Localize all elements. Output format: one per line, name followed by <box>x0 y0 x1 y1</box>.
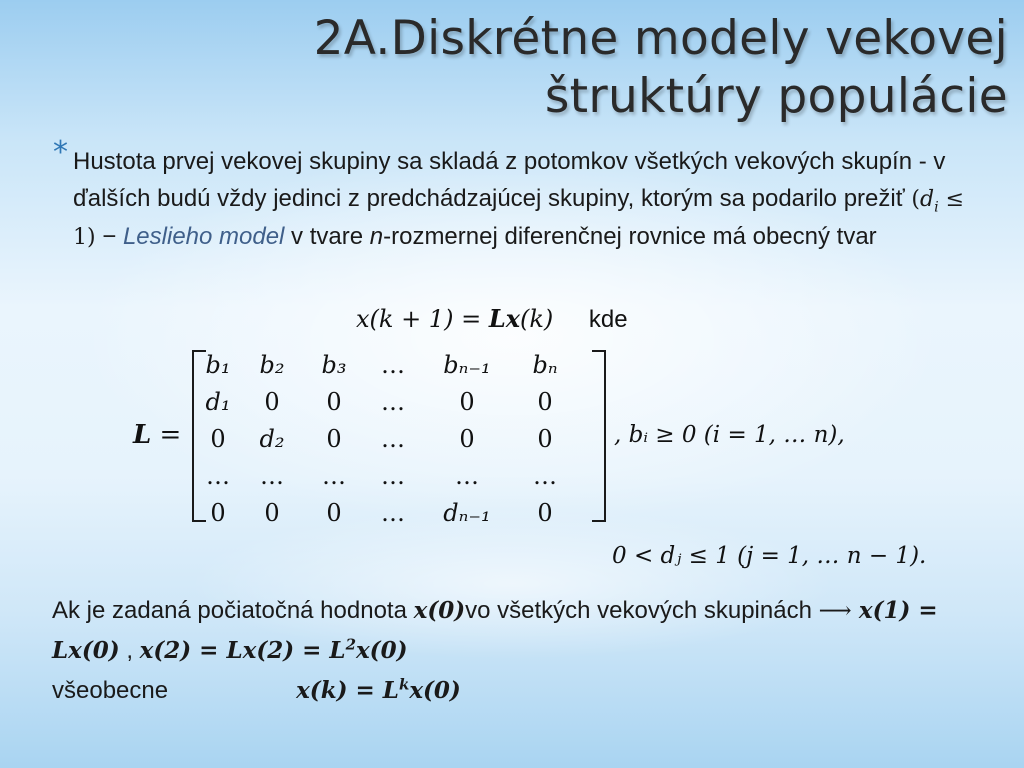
equation-x2: $x(2) = Lx(2) = L^2x(0)$ <box>139 635 408 664</box>
matrix-row <box>196 494 578 531</box>
paragraph-text-2: v tvare <box>284 223 370 250</box>
matrix-cell: b₁ <box>205 350 231 379</box>
matrix-cell: 0 <box>326 424 342 453</box>
survival-range-condition: 0 < dⱼ ≤ 1 (j = 1, … n − 1). <box>612 543 927 569</box>
initial-value: x(0) <box>413 597 466 624</box>
matrix-cell: … <box>260 461 284 490</box>
title-line-1: 2A.Diskrétne modely vekovej <box>313 11 1008 66</box>
paragraph-text-1: Hustota prvej vekovej skupiny sa skladá z potomkov všetkých vekových skupín - v ďalších budú vždy jedinci z predchádzajúcej skupiny, ktorým sa podarilo prežiť <box>73 148 946 212</box>
matrix-name: L = <box>133 420 182 450</box>
matrix-row <box>196 383 578 420</box>
bottom-text-2: vo všetkých vekových skupinách <box>465 597 819 624</box>
n-variable: n <box>369 223 384 250</box>
matrix-right-bracket <box>592 350 606 522</box>
fertility-condition: , bᵢ ≥ 0 (i = 1, … n), <box>614 422 845 448</box>
matrix-cell: … <box>381 498 405 527</box>
matrix-cell: 0 <box>326 498 342 527</box>
bullet-marker: * <box>53 135 68 170</box>
slide-title <box>188 10 1008 127</box>
matrix-row <box>196 457 578 494</box>
matrix-cell: 0 <box>459 387 475 416</box>
bottom-text-1: Ak je zadaná počiatočná hodnota <box>52 597 414 624</box>
matrix-cell: 0 <box>326 387 342 416</box>
matrix-cell: 0 <box>210 424 226 453</box>
matrix-cell: 0 <box>264 387 280 416</box>
recurrence-equation: x(k + 1) = Lx(k) kde <box>356 304 628 333</box>
matrix-cell: dₙ₋₁ <box>443 498 491 527</box>
matrix-cell: … <box>381 461 405 490</box>
matrix-cell: 0 <box>537 498 553 527</box>
matrix-cell: bₙ <box>532 350 558 379</box>
leslie-matrix <box>196 346 578 531</box>
arrow: ⟶ <box>818 598 859 624</box>
bottom-paragraph: Ak je zadaná počiatočná hodnota x(0)vo všetkých vekových skupinách ⟶ x(1) = Lx(0) , $x(2) = Lx(2) = L^2x(0)$ všeobecne $x(k) = L^kx(0)$ <box>52 597 938 704</box>
matrix-row <box>196 420 578 457</box>
kde-label: kde <box>588 306 628 333</box>
title-line-2: štruktúry populácie <box>544 69 1008 125</box>
matrix-cell: b₂ <box>259 350 285 379</box>
matrix-cell: 0 <box>210 498 226 527</box>
matrix-cell: bₙ₋₁ <box>443 350 491 379</box>
matrix-cell: … <box>533 461 557 490</box>
matrix-row <box>196 346 578 383</box>
matrix-cell: 0 <box>537 387 553 416</box>
equation-x1: x(1) = Lx(0) <box>52 597 938 664</box>
matrix-cell: … <box>322 461 346 490</box>
leslie-model-term: Leslieho model <box>122 223 285 250</box>
bullet-paragraph <box>73 143 993 256</box>
bottom-text-3: všeobecne <box>52 677 169 704</box>
matrix-cell: 0 <box>264 498 280 527</box>
matrix-cell: … <box>455 461 479 490</box>
dash: − <box>95 223 123 250</box>
matrix-cell: … <box>381 387 405 416</box>
matrix-cell: d₁ <box>205 387 231 416</box>
matrix-cell: 0 <box>537 424 553 453</box>
matrix-cell: b₃ <box>321 350 347 379</box>
matrix-cell: … <box>381 350 405 379</box>
paragraph-text-3: -rozmernej diferenčnej rovnice má obecný tvar <box>383 223 877 250</box>
survival-condition: $(d_i \le 1)$ <box>73 187 965 250</box>
matrix-cell: 0 <box>459 424 475 453</box>
matrix-cell: d₂ <box>259 424 285 453</box>
matrix-cell: … <box>381 424 405 453</box>
matrix-cell: … <box>206 461 230 490</box>
general-equation: $x(k) = L^kx(0)$ <box>296 675 461 704</box>
